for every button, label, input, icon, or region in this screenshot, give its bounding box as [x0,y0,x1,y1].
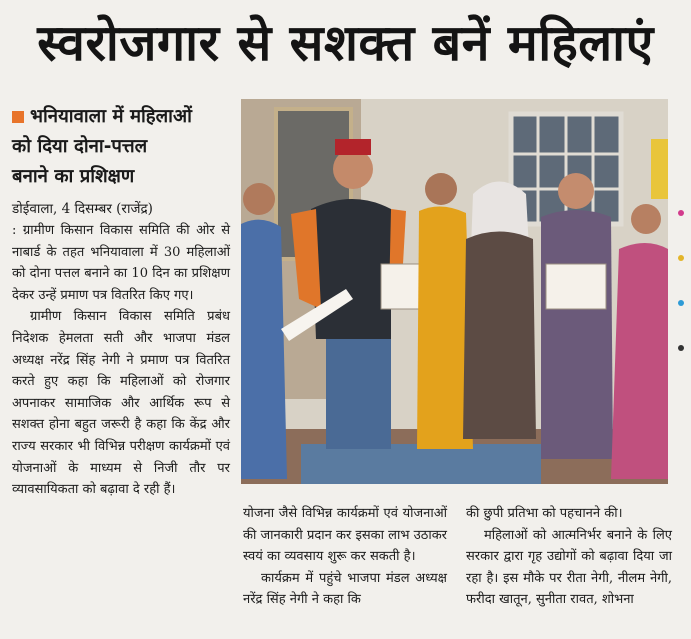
headline: स्वरोजगार से सशक्त बनें महिलाएं [37,14,654,72]
right-paragraph-2: महिलाओं को आत्मनिर्भर बनाने के लिए सरकार द्वारा गृह उद्योगों को बढ़ावा दिया जा रहा है। इस मौके पर रीता नेगी, नीलम नेगी, फरीदा खातून, सुनीता रावत, शोभना [466,527,672,608]
dateline: डोईवाला, 4 दिसम्बर (राजेंद्र) [12,201,153,217]
margin-dot [678,255,684,261]
middle-paragraph-2: कार्यक्रम में पहुंचे भाजपा मंडल अध्यक्ष नरेंद्र सिंह नेगी ने कहा कि [243,570,447,608]
left-column [12,102,230,501]
left-paragraph-2: ग्रामीण किसान विकास समिति प्रबंध निदेशक हेमलता सती और भाजपा मंडल अध्यक्ष नरेंद्र सिंह नेगी ने प्रमाण पत्र वितरित करते हुए कहा कि महिलाओं को रोजगार अपनाकर सामाजिक और आर्थिक रूप से सशक्त होना बहुत जरूरी है कहा कि केंद्र और राज्य सरकार भी विभिन्न परीक्षण कार्यक्रमों एवं योजनाओं के माध्यम से निजी तौर पर व्यावसायिकता को बढ़ावा दे रही हैं। [12,309,230,498]
photo-illustration [241,99,668,484]
right-column [466,503,672,611]
middle-column [243,503,447,611]
subhead-line-3: बनाने का प्रशिक्षण [12,166,135,187]
margin-dot [678,210,684,216]
left-paragraph-1: : ग्रामीण किसान विकास समिति की ओर से नाबार्ड के तहत भनियावाला में 30 महिलाओं को दोना पत्तल बनाने का 10 दिन का प्रशिक्षण देकर उन्हें प्रमाण पत्र वितरित किए गए। [12,223,230,303]
margin-dot [678,300,684,306]
subhead-line-2: को दिया दोना-पत्तल [12,136,148,157]
margin-dot [678,345,684,351]
subhead-line-1 [12,102,230,132]
subhead [12,102,230,192]
right-paragraph-1: की छुपी प्रतिभा को पहचानने की। [466,506,623,521]
news-photo [241,99,668,484]
bullet-icon [12,111,24,123]
subhead-line-1-text: भनियावाला में महिलाओं [30,106,192,127]
middle-paragraph-1: योजना जैसे विभिन्न कार्यक्रमों एवं योजनाओं की जानकारी प्रदान कर इसका लाभ उठाकर स्वयं का व्यवसाय शुरू कर सकती है। [243,506,447,565]
